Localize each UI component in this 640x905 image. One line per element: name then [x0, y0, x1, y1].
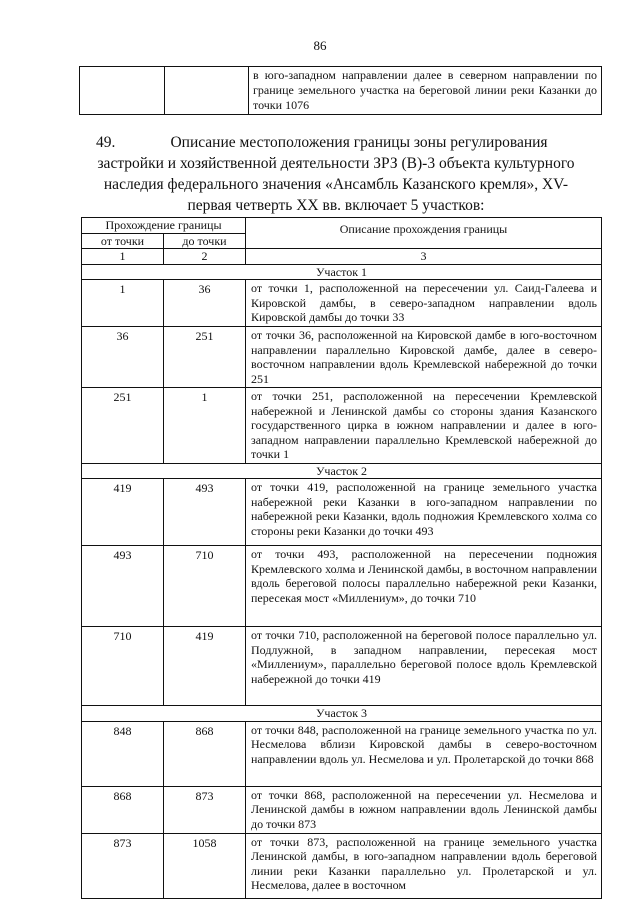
description-cell: от точки 710, расположенной на береговой полосе параллельно ул. Подлужной, в западном направлении, пересекая мост «Миллениум», параллельно береговой полосе вдоль Кремлевской набережной до точки 419 — [246, 627, 602, 706]
table-row — [82, 833, 602, 898]
heading-text: Описание местоположения границы зоны регулирования застройки и хозяйственной деятельности ЗРЗ (В)-3 объекта культурного наследия федерального значения «Ансамбль Казанского кремля», XV-первая четверть XX вв. включает 5 участков: — [97, 134, 575, 214]
table-row — [82, 721, 602, 786]
table-row — [82, 280, 602, 327]
to-header: до точки — [164, 233, 246, 249]
section-row — [82, 264, 602, 280]
table-row — [80, 67, 602, 115]
section-title: Участок 1 — [82, 264, 602, 280]
to-point-cell: 1058 — [164, 833, 246, 898]
section-heading — [96, 132, 576, 216]
from-point-cell: 251 — [82, 388, 164, 464]
section-title: Участок 3 — [82, 706, 602, 722]
table-row — [82, 546, 602, 627]
from-point-cell: 419 — [82, 479, 164, 546]
to-point-cell: 1 — [164, 388, 246, 464]
from-point-cell: 36 — [82, 327, 164, 388]
from-point-cell — [80, 67, 165, 115]
section-title: Участок 2 — [82, 463, 602, 479]
from-header: от точки — [82, 233, 164, 249]
description-cell: от точки 868, расположенной на пересечении ул. Несмелова и Ленинской дамбы в южном направлении вдоль Ленинской дамбы до точки 873 — [246, 786, 602, 833]
heading-number: 49. — [96, 134, 116, 151]
description-cell: от точки 1, расположенной на пересечении ул. Саид-Галеева и Кировской дамбы, в северо-западном направлении вдоль Кировской дамбы до точки 33 — [246, 280, 602, 327]
continuation-table — [79, 66, 602, 115]
from-point-cell: 1 — [82, 280, 164, 327]
to-point-cell — [165, 67, 249, 115]
from-point-cell: 710 — [82, 627, 164, 706]
section-row — [82, 706, 602, 722]
table-row — [82, 327, 602, 388]
description-cell: от точки 493, расположенной на пересечении подножия Кремлевского холма и Ленинской дамбы, в восточном направлении вдоль береговой полосы параллельно набережной реки Казанки, пересекая мост «Миллениум», до точки 710 — [246, 546, 602, 627]
table-row — [82, 627, 602, 706]
section-row — [82, 463, 602, 479]
to-point-cell: 251 — [164, 327, 246, 388]
description-cell: в юго-западном направлении далее в северном направлении по границе земельного участка на береговой линии реки Казанки до точки 1076 — [249, 67, 602, 115]
table-row — [82, 786, 602, 833]
from-point-cell: 848 — [82, 721, 164, 786]
description-cell: от точки 36, расположенной на Кировской дамбе в юго-восточном направлении параллельно Кировской дамбе, далее в северо-восточном направлении вдоль Кремлевской набережной до точки 251 — [246, 327, 602, 388]
column-index: 1 — [82, 249, 164, 265]
column-index: 3 — [246, 249, 602, 265]
from-point-cell: 493 — [82, 546, 164, 627]
passage-header: Прохождение границы — [82, 218, 246, 234]
description-header: Описание прохождения границы — [246, 218, 602, 249]
page-number: 86 — [313, 38, 327, 53]
description-cell: от точки 848, расположенной на границе земельного участка по ул. Несмелова вблизи Кировской дамбы в северо-восточном направлении вдоль ул. Несмелова и ул. Пролетарской до точки 868 — [246, 721, 602, 786]
from-point-cell: 873 — [82, 833, 164, 898]
column-index: 2 — [164, 249, 246, 265]
description-cell: от точки 419, расположенной на границе земельного участка набережной реки Казанки в юго-западном направлении по набережной реки Казанки, вдоль подножия Кремлевского холма со стороны реки Казанки до точки 493 — [246, 479, 602, 546]
description-cell: от точки 251, расположенной на пересечении Кремлевской набережной и Ленинской дамбы со стороны здания Казанского государственного цирка в южном направлении и далее в юго-западном направлении параллельно Кремлевской набережной до точки 1 — [246, 388, 602, 464]
to-point-cell: 868 — [164, 721, 246, 786]
table-row — [82, 388, 602, 464]
to-point-cell: 710 — [164, 546, 246, 627]
from-point-cell: 868 — [82, 786, 164, 833]
to-point-cell: 419 — [164, 627, 246, 706]
boundary-table — [81, 217, 602, 899]
table-row — [82, 479, 602, 546]
description-cell: от точки 873, расположенной на границе земельного участка Ленинской дамбы, в юго-западном направлении вдоль береговой линии реки Казанки параллельно ул. Пролетарской и ул. Несмелова, далее в восточном — [246, 833, 602, 898]
to-point-cell: 36 — [164, 280, 246, 327]
to-point-cell: 493 — [164, 479, 246, 546]
to-point-cell: 873 — [164, 786, 246, 833]
